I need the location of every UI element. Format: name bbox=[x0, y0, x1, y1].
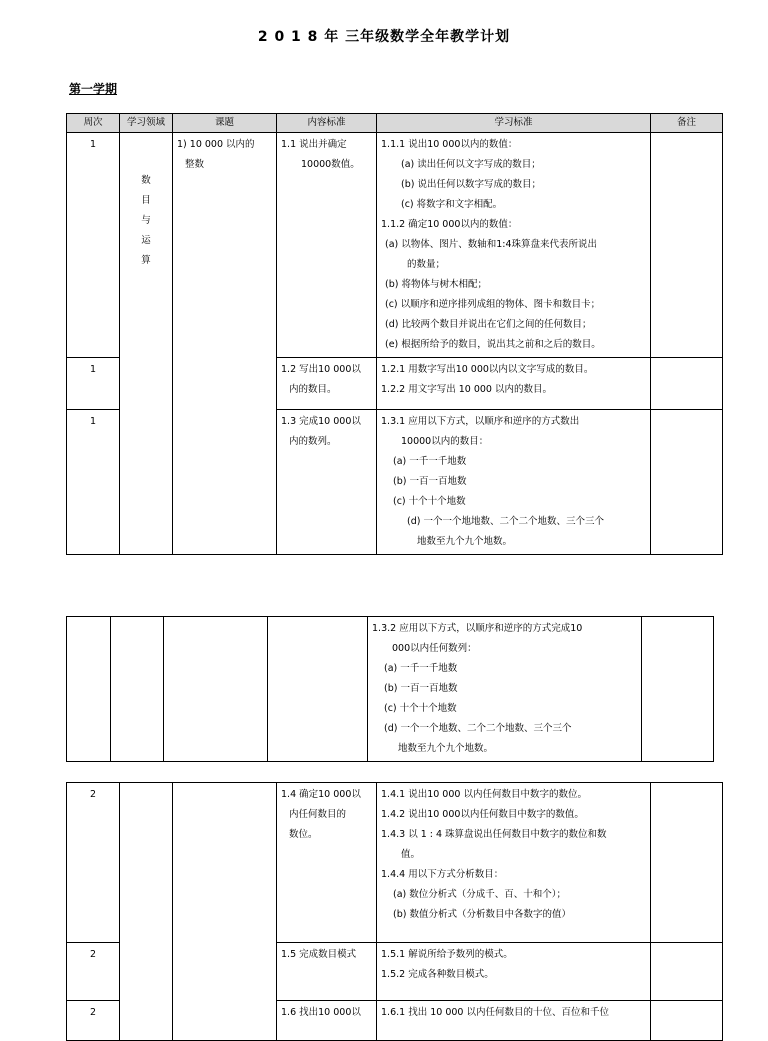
content-line: 1.6 找出10 000以 bbox=[281, 1007, 361, 1018]
standard-line: 1.1.2 确定10 000以内的数值： bbox=[381, 219, 518, 230]
standard-line: 1.4.2 说出10 000以内任何数目中数字的数值。 bbox=[381, 809, 584, 820]
table-row bbox=[67, 133, 723, 358]
standard-cell bbox=[377, 783, 651, 943]
standard-line: 1.5.2 完成各种数目模式。 bbox=[381, 969, 494, 980]
content-cell bbox=[277, 783, 377, 943]
content-cell bbox=[277, 358, 377, 410]
standard-line: 地数至九个九个地数。 bbox=[417, 536, 513, 547]
standard-cell bbox=[377, 410, 651, 555]
standard-line: (d) 一个一个地数、二个二个地数、三个三个 bbox=[384, 723, 572, 734]
standard-line: (b) 将物体与树木相配； bbox=[385, 279, 487, 290]
standard-line: (d) 一个一个地地数、二个二个地数、三个三个 bbox=[407, 516, 604, 527]
table-row bbox=[67, 617, 714, 762]
standard-line: (a) 数位分析式（分成千、百、十和个）； bbox=[393, 889, 567, 900]
topic-line: 整数 bbox=[185, 159, 205, 170]
standard-line: (a) 以物体、图片、数轴和1:4珠算盘来代表所说出 bbox=[385, 239, 598, 250]
week-cell: 2 bbox=[67, 1001, 120, 1041]
standard-line: 的数量； bbox=[407, 259, 446, 270]
standard-line: (b) 一百一百地数 bbox=[384, 683, 458, 694]
standard-line: (e) 根据所给予的数目，说出其之前和之后的数目。 bbox=[385, 339, 601, 350]
header-content: 内容标准 bbox=[277, 114, 377, 133]
content-line: 1.3 完成10 000以 bbox=[281, 416, 361, 427]
area-char: 数 bbox=[141, 175, 151, 186]
area-char: 运 bbox=[141, 235, 151, 246]
note-cell bbox=[651, 943, 723, 1001]
table-header-row bbox=[67, 114, 723, 133]
standard-line: (a) 一千一千地数 bbox=[393, 456, 467, 467]
standard-line: 10000以内的数目： bbox=[401, 436, 489, 447]
standard-line: (d) 比较两个数目并说出在它们之间的任何数目； bbox=[385, 319, 592, 330]
week-cell bbox=[67, 617, 111, 762]
area-cell bbox=[111, 617, 164, 762]
standard-line: 1.4.1 说出10 000 以内任何数目中数字的数位。 bbox=[381, 789, 587, 800]
header-area: 学习领域 bbox=[120, 114, 173, 133]
plan-table-2 bbox=[66, 616, 714, 762]
table-row bbox=[67, 783, 723, 943]
content-line: 1.5 完成数目模式 bbox=[281, 949, 357, 960]
header-standard: 学习标准 bbox=[377, 114, 651, 133]
note-cell bbox=[651, 358, 723, 410]
semester-heading: 第一学期 bbox=[69, 82, 118, 96]
standard-line: (a) 读出任何以文字写成的数目； bbox=[401, 159, 541, 170]
standard-line: 值。 bbox=[401, 849, 421, 860]
standard-line: (b) 说出任何以数字写成的数目； bbox=[401, 179, 541, 190]
content-line: 10000数值。 bbox=[301, 159, 360, 170]
standard-line: 1.4.4 用以下方式分析数目： bbox=[381, 869, 504, 880]
standard-cell bbox=[377, 943, 651, 1001]
plan-table-1 bbox=[66, 113, 723, 555]
header-week: 周次 bbox=[67, 114, 120, 133]
note-cell bbox=[651, 1001, 723, 1041]
content-line: 内的数目。 bbox=[289, 384, 337, 395]
area-char: 目 bbox=[141, 195, 151, 206]
standard-line: (b) 一百一百地数 bbox=[393, 476, 467, 487]
content-cell bbox=[277, 410, 377, 555]
standard-line: (c) 十个十个地数 bbox=[384, 703, 457, 714]
note-cell bbox=[651, 410, 723, 555]
content-line: 内的数列。 bbox=[289, 436, 337, 447]
note-cell bbox=[642, 617, 714, 762]
content-cell bbox=[268, 617, 368, 762]
standard-line: 1.3.1 应用以下方式，以顺序和逆序的方式数出 bbox=[381, 416, 580, 427]
standard-cell bbox=[377, 133, 651, 358]
content-line: 数位。 bbox=[289, 829, 318, 840]
standard-line: 地数至九个九个地数。 bbox=[398, 743, 494, 754]
content-line: 1.4 确定10 000以 bbox=[281, 789, 361, 800]
content-cell bbox=[277, 943, 377, 1001]
standard-cell bbox=[368, 617, 642, 762]
week-cell: 2 bbox=[67, 783, 120, 943]
plan-table-3 bbox=[66, 782, 723, 1041]
header-note: 备注 bbox=[651, 114, 723, 133]
standard-line: 1.1.1 说出10 000以内的数值： bbox=[381, 139, 518, 150]
standard-line: (a) 一千一千地数 bbox=[384, 663, 458, 674]
standard-line: 000以内任何数列： bbox=[392, 643, 477, 654]
standard-line: 1.6.1 找出 10 000 以内任何数目的十位、百位和千位 bbox=[381, 1007, 609, 1018]
note-cell bbox=[651, 783, 723, 943]
area-char: 算 bbox=[141, 255, 151, 266]
content-cell bbox=[277, 1001, 377, 1041]
standard-line: 1.2.1 用数字写出10 000以内以文字写成的数目。 bbox=[381, 364, 594, 375]
topic-line: 1) 10 000 以内的 bbox=[177, 139, 255, 150]
standard-line: (c) 以顺序和逆序排列成组的物体、图卡和数目卡； bbox=[385, 299, 601, 310]
page-title: 2 0 1 8 年 三年级数学全年教学计划 bbox=[257, 29, 511, 45]
content-line: 1.2 写出10 000以 bbox=[281, 364, 361, 375]
area-char: 与 bbox=[141, 215, 151, 226]
standard-cell bbox=[377, 358, 651, 410]
week-cell: 1 bbox=[67, 133, 120, 358]
header-topic: 课题 bbox=[173, 114, 277, 133]
topic-cell bbox=[173, 783, 277, 1041]
topic-cell bbox=[164, 617, 268, 762]
content-line: 内任何数目的 bbox=[289, 809, 347, 820]
standard-line: (b) 数值分析式（分析数目中各数字的值） bbox=[393, 909, 571, 920]
standard-line: 1.5.1 解说所给予数列的模式。 bbox=[381, 949, 513, 960]
area-cell bbox=[120, 783, 173, 1041]
area-cell bbox=[120, 133, 173, 555]
content-line: 1.1 说出并确定 bbox=[281, 139, 347, 150]
week-cell: 1 bbox=[67, 358, 120, 410]
week-cell: 2 bbox=[67, 943, 120, 1001]
week-cell: 1 bbox=[67, 410, 120, 555]
standard-cell bbox=[377, 1001, 651, 1041]
content-cell bbox=[277, 133, 377, 358]
topic-cell bbox=[173, 133, 277, 555]
note-cell bbox=[651, 133, 723, 358]
standard-line: 1.4.3 以 1 : 4 珠算盘说出任何数目中数字的数位和数 bbox=[381, 829, 607, 840]
standard-line: 1.3.2 应用以下方式，以顺序和逆序的方式完成10 bbox=[372, 623, 583, 634]
standard-line: (c) 十个十个地数 bbox=[393, 496, 466, 507]
standard-line: 1.2.2 用文字写出 10 000 以内的数目。 bbox=[381, 384, 552, 395]
standard-line: (c) 将数字和文字相配。 bbox=[401, 199, 503, 210]
